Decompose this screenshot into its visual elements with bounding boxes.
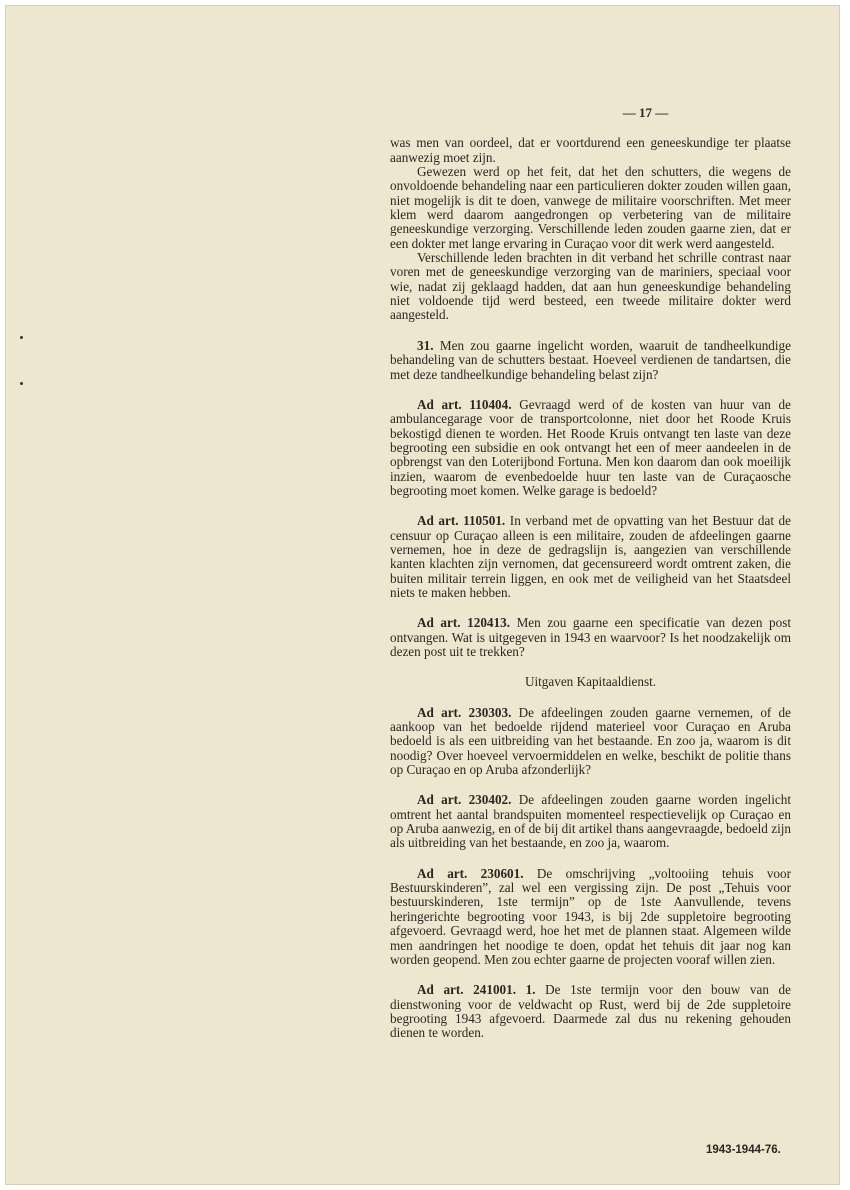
paragraph: Verschillende leden brachten in dit verband het schrille contrast naar voren met de geneeskundige verzorging van de mariniers, speciaal voor wie, nadat zij geklaagd hadden, dat aan hun geneeskundige behandeling niet voldoende tijd werd besteed, een tweede militaire dokter werd aangesteld. bbox=[390, 250, 791, 323]
binding-hole-mark bbox=[20, 382, 23, 385]
binding-hole-mark bbox=[20, 336, 23, 339]
section-heading: Uitgaven Kapitaaldienst. bbox=[524, 674, 657, 690]
article-paragraph: Ad art. 120413. Men zou gaarne een specificatie van dezen post ontvangen. Wat is uitgegeven in 1943 en waarvoor? Is het noodzakelijk om dezen post uit te trekken? bbox=[390, 615, 792, 659]
article-paragraph: Ad art. 110501. In verband met de opvatting van het Bestuur dat de censuur op Curaçao alleen is een militaire, zouden de afdeelingen gaarne vernemen, hoe in deze de gedragslijn is, aangezien van verschillende kanten klachten zijn vernomen, dat gecensureerd wordt omtrent zaken, die buiten militair terrein liggen, en ook met de veiligheid van het Staatsdeel niets te maken hebben. bbox=[390, 513, 792, 600]
document-page bbox=[6, 6, 839, 1184]
paragraph-lead: Ad art. 110501. bbox=[417, 513, 506, 529]
paragraph-lead: Ad art. 230601. bbox=[417, 865, 524, 881]
article-paragraph: Ad art. 241001. 1. De 1ste termijn voor den bouw van de dienstwoning voor de veldwacht op Rust, werd bij de 2de suppletoire begrooting 1943 afgevoerd. Daarmede zal dus nu rekening gehouden dienen te worden. bbox=[390, 982, 791, 1041]
article-paragraph: Ad art. 230601. De omschrijving „voltooiing tehuis voor Bestuurskinderen”, zal wel een vergissing zijn. De post „Tehuis voor bestuurskinderen, 1ste termijn” op de 1ste Aanvullende, tevens heringerichte begrooting voor 1943, is bij 2de suppletoire begrooting afgevoerd. Gevraagd werd, hoe het met de plannen staat. Algemeen wilde men aandringen het noodige te doen, opdat het tehuis dit jaar nog kan worden geopend. Men zou echter gaarne de projecten vooraf willen zien. bbox=[390, 865, 792, 967]
text-column bbox=[390, 106, 791, 1041]
paragraph-lead: Ad art. 241001. 1. bbox=[417, 982, 536, 998]
paragraph-lead: Ad art. 120413. bbox=[417, 615, 510, 631]
paragraph: was men van oordeel, dat er voortdurend een geneeskundige ter plaatse aanwezig moet zijn. bbox=[390, 135, 791, 165]
paragraph-lead: Ad art. 230303. bbox=[417, 704, 512, 720]
numbered-paragraph: 31. Men zou gaarne ingelicht worden, waaruit de tandheelkundige behandeling van de schutters bestaat. Hoeveel verdienen de tandartsen, die met deze tandheelkundige behandeling belast zijn? bbox=[390, 337, 792, 382]
article-paragraph: Ad art. 110404. Gevraagd werd of de kosten van huur van de ambulancegarage voor de transportcolonne, niet door het Roode Kruis bekostigd dienen te worden. Het Roode Kruis ontvangt ten laste van deze begrooting een subsidie en ook ontvangt het een of meer aandeelen in de opbrengst van den Loterijbond Fortuna. Men kon daarom dan ook moeilijk inzien, waarom de evenbedoelde huur ten laste van de Curaçaosche begrooting moet komen. Welke garage is bedoeld? bbox=[390, 396, 792, 498]
article-paragraph: Ad art. 230402. De afdeelingen zouden gaarne worden ingelicht omtrent het aantal brandspuiten momenteel respectievelijk op Curaçao en op Aruba aanwezig, en of de bij dit artikel thans aangevraagde, bedoeld zijn als uitbreiding van het bestaande, en zoo ja, waarom. bbox=[390, 792, 791, 851]
document-code: 1943-1944-76. bbox=[706, 1144, 781, 1156]
page-number: — 17 — bbox=[622, 105, 669, 120]
paragraph-lead: 31. bbox=[417, 337, 434, 353]
paragraph-lead: Ad art. 230402. bbox=[417, 792, 512, 808]
paragraph: Gewezen werd op het feit, dat het den schutters, die wegens de onvoldoende behandeling naar een particulieren dokter zouden willen gaan, niet mogelijk is dit te doen, vanwege de militaire voorschriften. Met meer klem werd daarom aangedrongen op verbetering van de militaire geneeskundige verzorging. Verschillende leden zouden gaarne zien, dat er een dokter met lange ervaring in Curaçao voor dit werk werd aangesteld. bbox=[390, 164, 791, 251]
paragraph-lead: Ad art. 110404. bbox=[417, 396, 512, 412]
article-paragraph: Ad art. 230303. De afdeelingen zouden gaarne vernemen, of de aankoop van het bedoelde rijdend materieel voor Curaçao en Aruba bedoeld is als een uitbreiding van het bestaande. En zoo ja, waarom is dit noodig? Over hoeveel vervoermiddelen en welke, beschikt de politie thans op Curaçao en op Aruba afzonderlijk? bbox=[390, 704, 792, 778]
